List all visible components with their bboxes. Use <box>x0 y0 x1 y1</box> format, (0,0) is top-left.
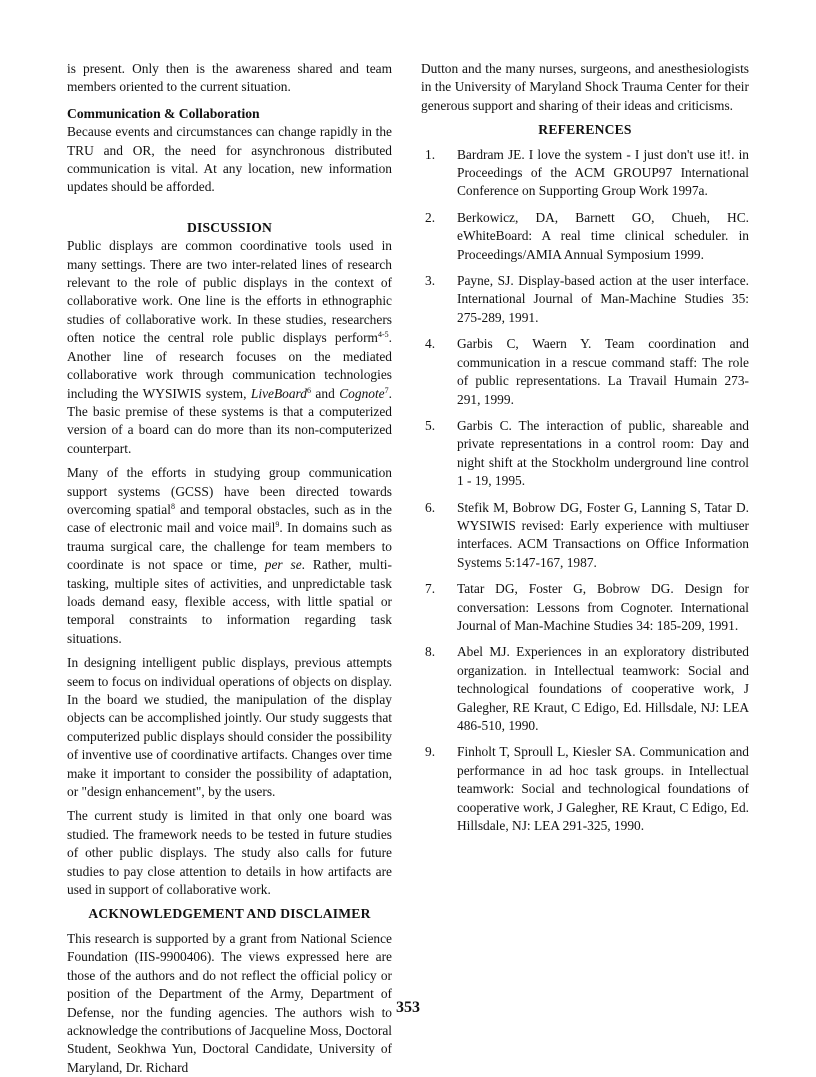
reference-number: 2. <box>425 209 436 225</box>
reference-number: 9. <box>425 744 436 760</box>
communication-heading: Communication & Collaboration <box>67 105 260 121</box>
references-heading: REFERENCES <box>538 122 632 138</box>
discussion-paragraph-4: The current study is limited in that only one board was studied. The framework needs to be tested in future studies of other public displays. The study also calls for future studies to pay close attention to details in how artifacts are used in support of collaborative work. <box>67 808 392 898</box>
reference-item <box>421 417 749 491</box>
reference-text: Finholt T, Sproull L, Kiesler SA. Communication and performance in ad hoc task groups. in Intellectual teamwork: Social and technological foundations of cooperative work, J Galegher, RE Kraut, C Edigo, Ed. Hillsdale, NJ: LEA 291-325, 1990. <box>457 744 749 834</box>
reference-text: Stefik M, Bobrow DG, Foster G, Lanning S, Tatar D. WYSIWIS revised: Early experience with multiuser interfaces. ACM Transactions on Office Information Systems 5:147-167, 1987. <box>457 499 749 570</box>
discussion-heading: DISCUSSION <box>186 219 273 235</box>
acknowledgement-continued: Dutton and the many nurses, surgeons, and anesthesiologists in the University of Maryland Shock Trauma Center for their generous support and sharing of their ideas and criticisms. <box>421 61 749 113</box>
reference-text: Berkowicz, DA, Barnett GO, Chueh, HC. eWhiteBoard: A real time clinical scheduler. in Proceedings/AMIA Annual Symposium 1999. <box>457 209 749 262</box>
reference-text: Garbis C, Waern Y. Team coordination and communication in a rescue command staff: The role of public representations. La Travail Humain 273-291, 1999. <box>457 336 749 407</box>
reference-number: 8. <box>425 644 436 660</box>
reference-number: 5. <box>425 417 436 433</box>
discussion-paragraph-3: In designing intelligent public displays, previous attempts seem to focus on individual operations of objects on display. In the board we studied, the manipulation of the display objects can be accomplished jointly. Our study suggests that computerized public displays should consider the possibility of inventive use of coordinative artifacts. Changes over time make it important to consider the possibility of adaptation, or "design enhancement", by the users. <box>67 655 392 800</box>
references-list <box>421 146 749 836</box>
right-column <box>421 60 749 843</box>
reference-item <box>421 643 749 735</box>
reference-number: 7. <box>425 581 436 597</box>
reference-text: Payne, SJ. Display-based action at the user interface. International Journal of Man-Machine Studies 35: 275-289, 1991. <box>457 273 749 325</box>
reference-text: Garbis C. The interaction of public, shareable and private representations in a control room: Day and night shift at the Stockholm underground line control 1 - 19, 1995. <box>457 417 749 489</box>
left-column <box>67 60 392 1077</box>
page-number: 353 <box>396 999 420 1016</box>
discussion-paragraph-2: Many of the efforts in studying group communication support systems (GCSS) have been directed towards overcoming spatial$^8$ and temporal obstacles, such as in the case of electronic mail and voice mail$^9$. In domains such as trauma surgical care, the challenge for team members to coordinate is not space or time, per se. Rather, multi-tasking, multiple sites of activities, and unpredictable task loads demand easy, flexible access, with little spatial or temporal constraints to information regarding task situations. <box>67 465 392 646</box>
reference-number: 4. <box>425 336 436 352</box>
reference-number: 1. <box>425 146 436 162</box>
reference-item <box>421 272 749 327</box>
reference-text: Tatar DG, Foster G, Bobrow DG. Design for conversation: Lessons from Cognoter. International Journal of Man-Machine Studies 34: 185-209, 1991. <box>457 581 749 633</box>
reference-text: Bardram JE. I love the system - I just don't use it!. in Proceedings of the ACM GROUP97 International Conference on Supporting Group Work 1997a. <box>457 146 749 199</box>
communication-paragraph: Because events and circumstances can change rapidly in the TRU and OR, the need for asynchronous distributed communication is vital. At any location, new information updates should be afforded. <box>67 124 392 195</box>
acknowledgement-heading: ACKNOWLEDGEMENT AND DISCLAIMER <box>88 906 371 922</box>
intro-paragraph: is present. Only then is the awareness shared and team members oriented to the current situation. <box>67 61 392 95</box>
reference-item <box>421 335 749 409</box>
discussion-paragraph-1: Public displays are common coordinative tools used in many settings. There are two inter-related lines of research relevant to the role of public displays in the context of collaborative work. One line is the efforts in ethnographic studies of collaborative work. In these studies, researchers often notice the central role public displays perform$^{4-5}$. Another line of research focuses on the mediated collaborative work through communication technologies including the WYSIWIS system, LiveBoard$^6$ and Cognote$^7$. The basic premise of these systems is that a computerized version of a board can do more than its non-computerized counterpart. <box>67 238 392 456</box>
reference-number: 3. <box>425 273 436 289</box>
reference-number: 6. <box>425 499 436 515</box>
reference-item <box>421 580 749 635</box>
reference-item <box>421 499 749 573</box>
reference-text: Abel MJ. Experiences in an exploratory distributed organization. in Intellectual teamwork: Social and technological foundations of cooperative work, J Galegher, RE Kraut, C Edigo, Ed. Hillsdale, NJ: LEA 486-510, 1990. <box>457 644 749 733</box>
reference-item <box>421 743 749 835</box>
reference-item <box>421 209 749 264</box>
acknowledgement-paragraph: This research is supported by a grant from National Science Foundation (IIS-9900406). The views expressed here are those of the authors and do not reflect the official policy or position of the Department of the Army, Department of Defense, nor the funding agencies. The authors wish to acknowledge the contributions of Jacqueline Moss, Doctoral Student, Seokhwa Yun, Doctoral Candidate, University of Maryland, Dr. Richard <box>67 930 392 1075</box>
reference-item <box>421 146 749 201</box>
